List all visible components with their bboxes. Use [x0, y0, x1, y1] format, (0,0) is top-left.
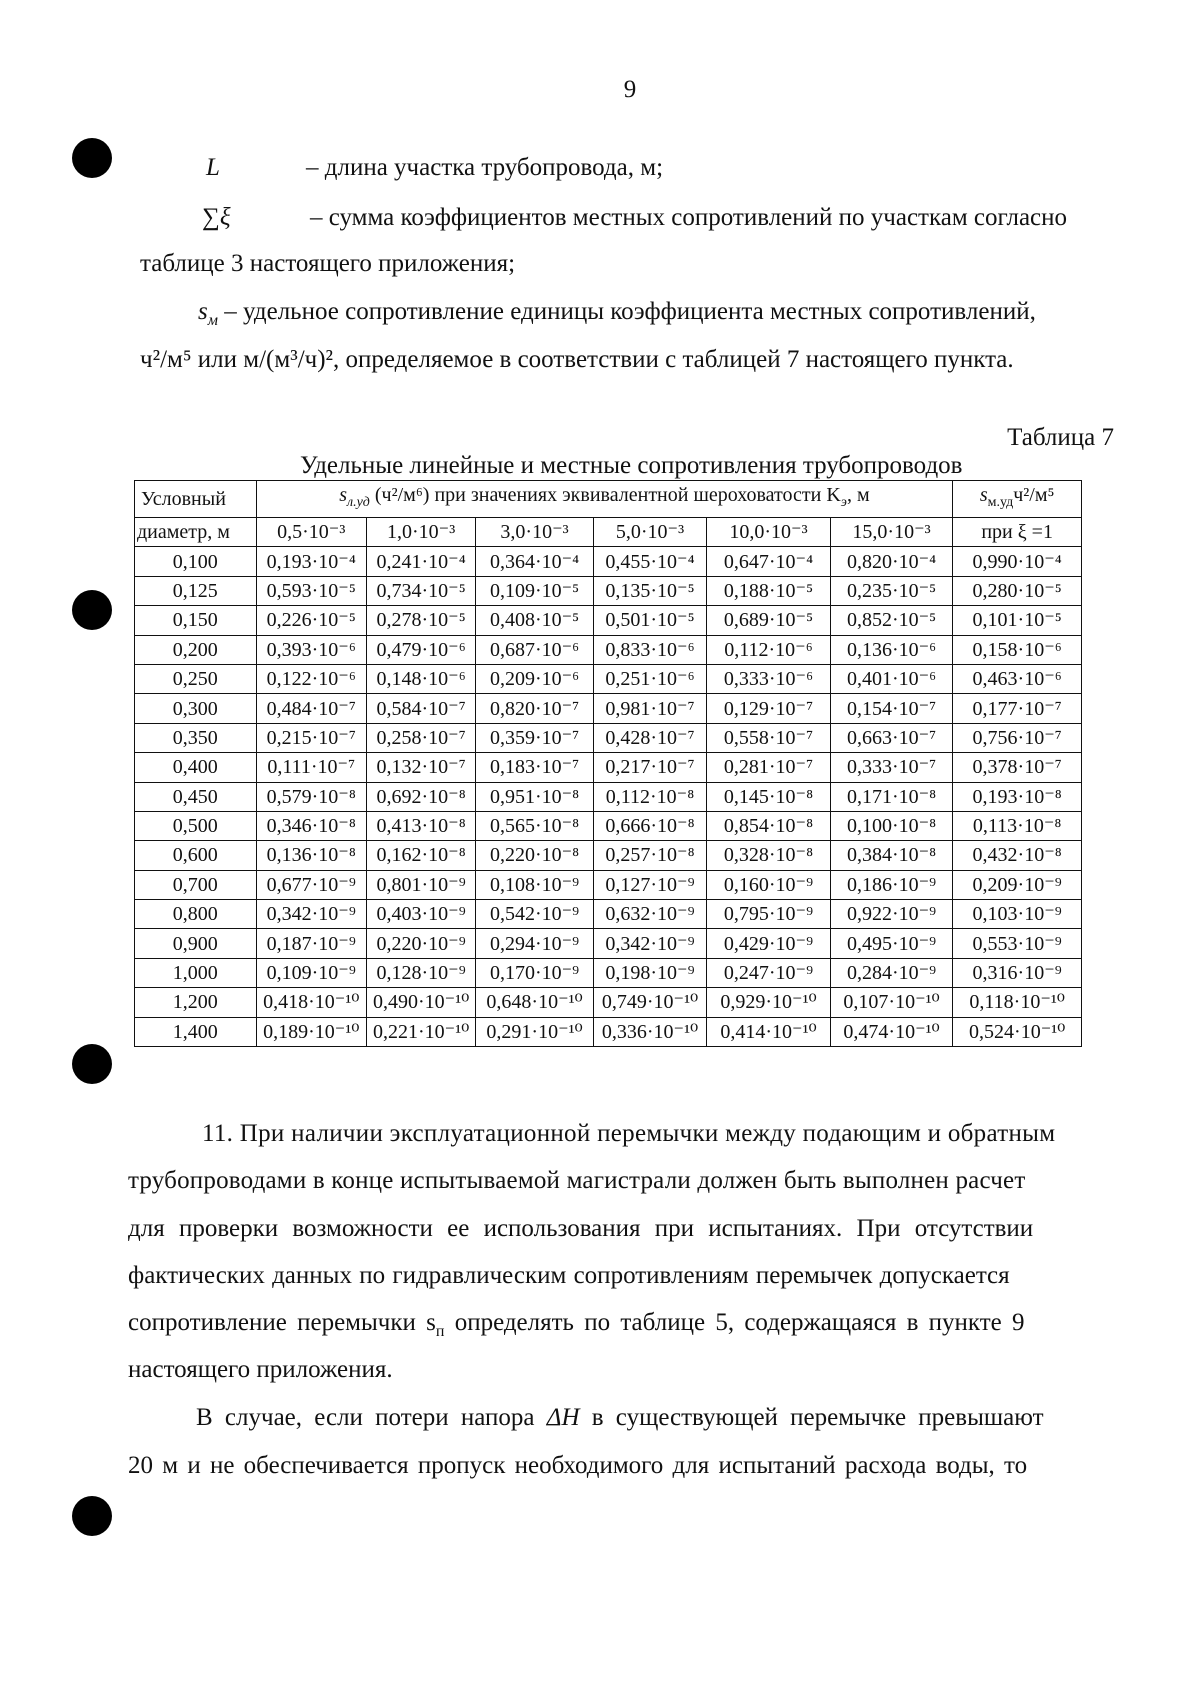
linear-resistance-cell: 0,408·10⁻⁵: [476, 606, 593, 635]
linear-resistance-cell: 0,852·10⁻⁵: [830, 606, 953, 635]
table-row: [135, 782, 1082, 811]
linear-resistance-cell: 0,188·10⁻⁵: [707, 576, 831, 605]
linear-resistance-cell: 0,160·10⁻⁹: [707, 870, 831, 899]
linear-resistance-cell: 0,209·10⁻⁶: [476, 664, 593, 693]
linear-resistance-cell: 0,484·10⁻⁷: [256, 694, 366, 723]
linear-resistance-cell: 0,128·10⁻⁹: [366, 958, 475, 987]
table-row: [135, 753, 1082, 782]
linear-resistance-cell: 0,284·10⁻⁹: [830, 958, 953, 987]
linear-resistance-cell: 0,108·10⁻⁹: [476, 870, 593, 899]
header-roughness: 3,0·10⁻³: [476, 518, 593, 547]
linear-resistance-cell: 0,333·10⁻⁶: [707, 664, 831, 693]
header-roughness: 10,0·10⁻³: [707, 518, 831, 547]
linear-resistance-cell: 0,401·10⁻⁶: [830, 664, 953, 693]
linear-resistance-cell: 0,215·10⁻⁷: [256, 723, 366, 752]
linear-resistance-cell: 0,241·10⁻⁴: [366, 547, 475, 576]
linear-resistance-cell: 0,364·10⁻⁴: [476, 547, 593, 576]
linear-resistance-cell: 0,558·10⁻⁷: [707, 723, 831, 752]
linear-resistance-cell: 0,111·10⁻⁷: [256, 753, 366, 782]
linear-resistance-cell: 0,136·10⁻⁶: [830, 635, 953, 664]
table-row: [135, 929, 1082, 958]
table-row: [135, 900, 1082, 929]
linear-resistance-cell: 0,136·10⁻⁸: [256, 841, 366, 870]
punch-hole: [72, 1044, 112, 1084]
linear-resistance-cell: 0,235·10⁻⁵: [830, 576, 953, 605]
linear-resistance-cell: 0,689·10⁻⁵: [707, 606, 831, 635]
diameter-cell: 0,800: [135, 900, 257, 929]
linear-resistance-cell: 0,135·10⁻⁵: [593, 576, 706, 605]
linear-resistance-cell: 0,346·10⁻⁸: [256, 811, 366, 840]
table-label: Таблица 7: [1007, 424, 1114, 451]
linear-resistance-cell: 0,833·10⁻⁶: [593, 635, 706, 664]
linear-resistance-cell: 0,429·10⁻⁹: [707, 929, 831, 958]
section11-line: фактических данных по гидравлическим сопротивлениям перемычек допускается: [128, 1262, 1010, 1289]
linear-resistance-cell: 0,501·10⁻⁵: [593, 606, 706, 635]
linear-resistance-cell: 0,122·10⁻⁶: [256, 664, 366, 693]
local-resistance-cell: 0,553·10⁻⁹: [953, 929, 1082, 958]
linear-resistance-cell: 0,795·10⁻⁹: [707, 900, 831, 929]
linear-resistance-cell: 0,820·10⁻⁴: [830, 547, 953, 576]
local-resistance-cell: 0,316·10⁻⁹: [953, 958, 1082, 987]
linear-resistance-cell: 0,129·10⁻⁷: [707, 694, 831, 723]
linear-resistance-cell: 0,801·10⁻⁹: [366, 870, 475, 899]
diameter-cell: 0,250: [135, 664, 257, 693]
diameter-cell: 0,125: [135, 576, 257, 605]
linear-resistance-cell: 0,109·10⁻⁹: [256, 958, 366, 987]
linear-resistance-cell: 0,170·10⁻⁹: [476, 958, 593, 987]
linear-resistance-cell: 0,677·10⁻⁹: [256, 870, 366, 899]
linear-resistance-cell: 0,413·10⁻⁸: [366, 811, 475, 840]
linear-resistance-cell: 0,414·10⁻¹⁰: [707, 1017, 831, 1046]
linear-resistance-cell: 0,281·10⁻⁷: [707, 753, 831, 782]
local-resistance-cell: 0,432·10⁻⁸: [953, 841, 1082, 870]
table-row: [135, 841, 1082, 870]
linear-resistance-cell: 0,220·10⁻⁸: [476, 841, 593, 870]
linear-resistance-cell: 0,112·10⁻⁸: [593, 782, 706, 811]
local-resistance-cell: 0,209·10⁻⁹: [953, 870, 1082, 899]
header-local-1: $s_{м.уд}ч^2/м^5$: [953, 481, 1082, 518]
local-resistance-cell: 0,113·10⁻⁸: [953, 811, 1082, 840]
linear-resistance-cell: 0,328·10⁻⁸: [707, 841, 831, 870]
punch-hole: [72, 590, 112, 630]
linear-resistance-cell: 0,428·10⁻⁷: [593, 723, 706, 752]
linear-resistance-cell: 0,490·10⁻¹⁰: [366, 988, 475, 1017]
table-row: [135, 606, 1082, 635]
linear-resistance-cell: 0,854·10⁻⁸: [707, 811, 831, 840]
linear-resistance-cell: 0,632·10⁻⁹: [593, 900, 706, 929]
diameter-cell: 0,150: [135, 606, 257, 635]
linear-resistance-cell: 0,333·10⁻⁷: [830, 753, 953, 782]
punch-hole: [72, 1496, 112, 1536]
linear-resistance-cell: 0,291·10⁻¹⁰: [476, 1017, 593, 1046]
linear-resistance-cell: 0,474·10⁻¹⁰: [830, 1017, 953, 1046]
diameter-cell: 1,400: [135, 1017, 257, 1046]
linear-resistance-cell: 0,189·10⁻¹⁰: [256, 1017, 366, 1046]
linear-resistance-cell: 0,148·10⁻⁶: [366, 664, 475, 693]
linear-resistance-cell: 0,393·10⁻⁶: [256, 635, 366, 664]
linear-resistance-cell: 0,418·10⁻¹⁰: [256, 988, 366, 1017]
def-xi-symbol: ∑ξ: [202, 204, 231, 231]
table-header-row-1: [135, 481, 1082, 518]
local-resistance-cell: 0,118·10⁻¹⁰: [953, 988, 1082, 1017]
header-roughness: 1,0·10⁻³: [366, 518, 475, 547]
linear-resistance-cell: 0,220·10⁻⁹: [366, 929, 475, 958]
linear-resistance-cell: 0,663·10⁻⁷: [830, 723, 953, 752]
linear-resistance-cell: 0,647·10⁻⁴: [707, 547, 831, 576]
def-L-text: – длина участка трубопровода, м;: [306, 154, 664, 181]
local-resistance-cell: 0,158·10⁻⁶: [953, 635, 1082, 664]
linear-resistance-cell: 0,294·10⁻⁹: [476, 929, 593, 958]
local-resistance-cell: 0,524·10⁻¹⁰: [953, 1017, 1082, 1046]
diameter-cell: 0,700: [135, 870, 257, 899]
diameter-cell: 0,900: [135, 929, 257, 958]
linear-resistance-cell: 0,584·10⁻⁷: [366, 694, 475, 723]
linear-resistance-cell: 0,154·10⁻⁷: [830, 694, 953, 723]
linear-resistance-cell: 0,734·10⁻⁵: [366, 576, 475, 605]
linear-resistance-cell: 0,112·10⁻⁶: [707, 635, 831, 664]
next-para-line-1: В случае, если потери напора ΔH в существующей перемычке превышают: [196, 1404, 1044, 1431]
diameter-cell: 1,200: [135, 988, 257, 1017]
section11-line: трубопроводами в конце испытываемой магистрали должен быть выполнен расчет: [128, 1167, 1026, 1194]
linear-resistance-cell: 0,171·10⁻⁸: [830, 782, 953, 811]
def-sm: $s_м$ – удельное сопротивление единицы коэффициента местных сопротивлений,: [198, 298, 1036, 329]
next-para-line-2: 20 м и не обеспечивается пропуск необходимого для испытаний расхода воды, то: [128, 1452, 1028, 1479]
def-xi-text: – сумма коэффициентов местных сопротивлений по участкам согласно: [310, 204, 1068, 231]
table-row: [135, 664, 1082, 693]
linear-resistance-cell: 0,221·10⁻¹⁰: [366, 1017, 475, 1046]
local-resistance-cell: 0,378·10⁻⁷: [953, 753, 1082, 782]
linear-resistance-cell: 0,217·10⁻⁷: [593, 753, 706, 782]
table-row: [135, 811, 1082, 840]
linear-resistance-cell: 0,479·10⁻⁶: [366, 635, 475, 664]
linear-resistance-cell: 0,132·10⁻⁷: [366, 753, 475, 782]
linear-resistance-cell: 0,542·10⁻⁹: [476, 900, 593, 929]
linear-resistance-cell: 0,981·10⁻⁷: [593, 694, 706, 723]
linear-resistance-cell: 0,579·10⁻⁸: [256, 782, 366, 811]
linear-resistance-cell: 0,593·10⁻⁵: [256, 576, 366, 605]
table-header-row-2: [135, 518, 1082, 547]
linear-resistance-cell: 0,226·10⁻⁵: [256, 606, 366, 635]
linear-resistance-cell: 0,565·10⁻⁸: [476, 811, 593, 840]
table-row: [135, 694, 1082, 723]
linear-resistance-cell: 0,251·10⁻⁶: [593, 664, 706, 693]
local-resistance-cell: 0,280·10⁻⁵: [953, 576, 1082, 605]
linear-resistance-cell: 0,666·10⁻⁸: [593, 811, 706, 840]
linear-resistance-cell: 0,100·10⁻⁸: [830, 811, 953, 840]
diameter-cell: 0,200: [135, 635, 257, 664]
linear-resistance-cell: 0,247·10⁻⁹: [707, 958, 831, 987]
linear-resistance-cell: 0,495·10⁻⁹: [830, 929, 953, 958]
section11-line: для проверки возможности ее использования при испытаниях. При отсутствии: [128, 1215, 1034, 1242]
linear-resistance-cell: 0,145·10⁻⁸: [707, 782, 831, 811]
linear-resistance-cell: 0,929·10⁻¹⁰: [707, 988, 831, 1017]
linear-resistance-cell: 0,258·10⁻⁷: [366, 723, 475, 752]
local-resistance-cell: 0,103·10⁻⁹: [953, 900, 1082, 929]
table-row: [135, 723, 1082, 752]
diameter-cell: 0,300: [135, 694, 257, 723]
linear-resistance-cell: 0,186·10⁻⁹: [830, 870, 953, 899]
def-sm-text-2: ч²/м⁵ или м/(м³/ч)², определяемое в соответствии с таблицей 7 настоящего пункта.: [140, 346, 1014, 373]
diameter-cell: 1,000: [135, 958, 257, 987]
def-xi-text-2: таблице 3 настоящего приложения;: [140, 250, 516, 277]
header-roughness: 0,5·10⁻³: [256, 518, 366, 547]
diameter-cell: 0,500: [135, 811, 257, 840]
section11-line: 11. При наличии эксплуатационной перемычки между подающим и обратным: [202, 1120, 1056, 1147]
linear-resistance-cell: 0,193·10⁻⁴: [256, 547, 366, 576]
table-row: [135, 958, 1082, 987]
header-roughness: 5,0·10⁻³: [593, 518, 706, 547]
local-resistance-cell: 0,193·10⁻⁸: [953, 782, 1082, 811]
diameter-cell: 0,600: [135, 841, 257, 870]
diameter-cell: 0,100: [135, 547, 257, 576]
linear-resistance-cell: 0,922·10⁻⁹: [830, 900, 953, 929]
linear-resistance-cell: 0,198·10⁻⁹: [593, 958, 706, 987]
def-L-symbol: L: [206, 154, 220, 181]
linear-resistance-cell: 0,687·10⁻⁶: [476, 635, 593, 664]
linear-resistance-cell: 0,107·10⁻¹⁰: [830, 988, 953, 1017]
linear-resistance-cell: 0,384·10⁻⁸: [830, 841, 953, 870]
table-row: [135, 635, 1082, 664]
table-body: [135, 547, 1082, 1047]
local-resistance-cell: 0,756·10⁻⁷: [953, 723, 1082, 752]
section11-line: настоящего приложения.: [128, 1356, 393, 1383]
table-row: [135, 870, 1082, 899]
linear-resistance-cell: 0,359·10⁻⁷: [476, 723, 593, 752]
linear-resistance-cell: 0,183·10⁻⁷: [476, 753, 593, 782]
header-local-2: при ξ =1: [953, 518, 1082, 547]
header-roughness: 15,0·10⁻³: [830, 518, 953, 547]
local-resistance-cell: 0,177·10⁻⁷: [953, 694, 1082, 723]
section11-line: сопротивление перемычки $s_п$ определять по таблице 5, содержащаяся в пункте 9: [128, 1309, 1025, 1340]
punch-hole: [72, 138, 112, 178]
header-diameter-1: Условный: [135, 481, 257, 518]
table-row: [135, 1017, 1082, 1046]
linear-resistance-cell: 0,342·10⁻⁹: [593, 929, 706, 958]
table-row: [135, 547, 1082, 576]
local-resistance-cell: 0,990·10⁻⁴: [953, 547, 1082, 576]
linear-resistance-cell: 0,342·10⁻⁹: [256, 900, 366, 929]
def-L: [206, 154, 220, 182]
table-title: Удельные линейные и местные сопротивления трубопроводов: [300, 452, 963, 479]
linear-resistance-cell: 0,127·10⁻⁹: [593, 870, 706, 899]
diameter-cell: 0,350: [135, 723, 257, 752]
header-diameter-2: диаметр, м: [135, 518, 257, 547]
linear-resistance-cell: 0,162·10⁻⁸: [366, 841, 475, 870]
linear-resistance-cell: 0,455·10⁻⁴: [593, 547, 706, 576]
linear-resistance-cell: 0,336·10⁻¹⁰: [593, 1017, 706, 1046]
linear-resistance-cell: 0,403·10⁻⁹: [366, 900, 475, 929]
table-row: [135, 576, 1082, 605]
page-number: 9: [623, 76, 637, 103]
diameter-cell: 0,450: [135, 782, 257, 811]
linear-resistance-cell: 0,820·10⁻⁷: [476, 694, 593, 723]
local-resistance-cell: 0,101·10⁻⁵: [953, 606, 1082, 635]
table-row: [135, 988, 1082, 1017]
linear-resistance-cell: 0,257·10⁻⁸: [593, 841, 706, 870]
header-roughness-group: $s_{л.уд}$ (ч²/м⁶) при значениях эквивалентной шероховатости $K_э$, м: [256, 481, 953, 518]
linear-resistance-cell: 0,187·10⁻⁹: [256, 929, 366, 958]
linear-resistance-cell: 0,951·10⁻⁸: [476, 782, 593, 811]
linear-resistance-cell: 0,109·10⁻⁵: [476, 576, 593, 605]
linear-resistance-cell: 0,278·10⁻⁵: [366, 606, 475, 635]
resistance-table: [134, 480, 1082, 1047]
local-resistance-cell: 0,463·10⁻⁶: [953, 664, 1082, 693]
linear-resistance-cell: 0,749·10⁻¹⁰: [593, 988, 706, 1017]
linear-resistance-cell: 0,692·10⁻⁸: [366, 782, 475, 811]
linear-resistance-cell: 0,648·10⁻¹⁰: [476, 988, 593, 1017]
diameter-cell: 0,400: [135, 753, 257, 782]
